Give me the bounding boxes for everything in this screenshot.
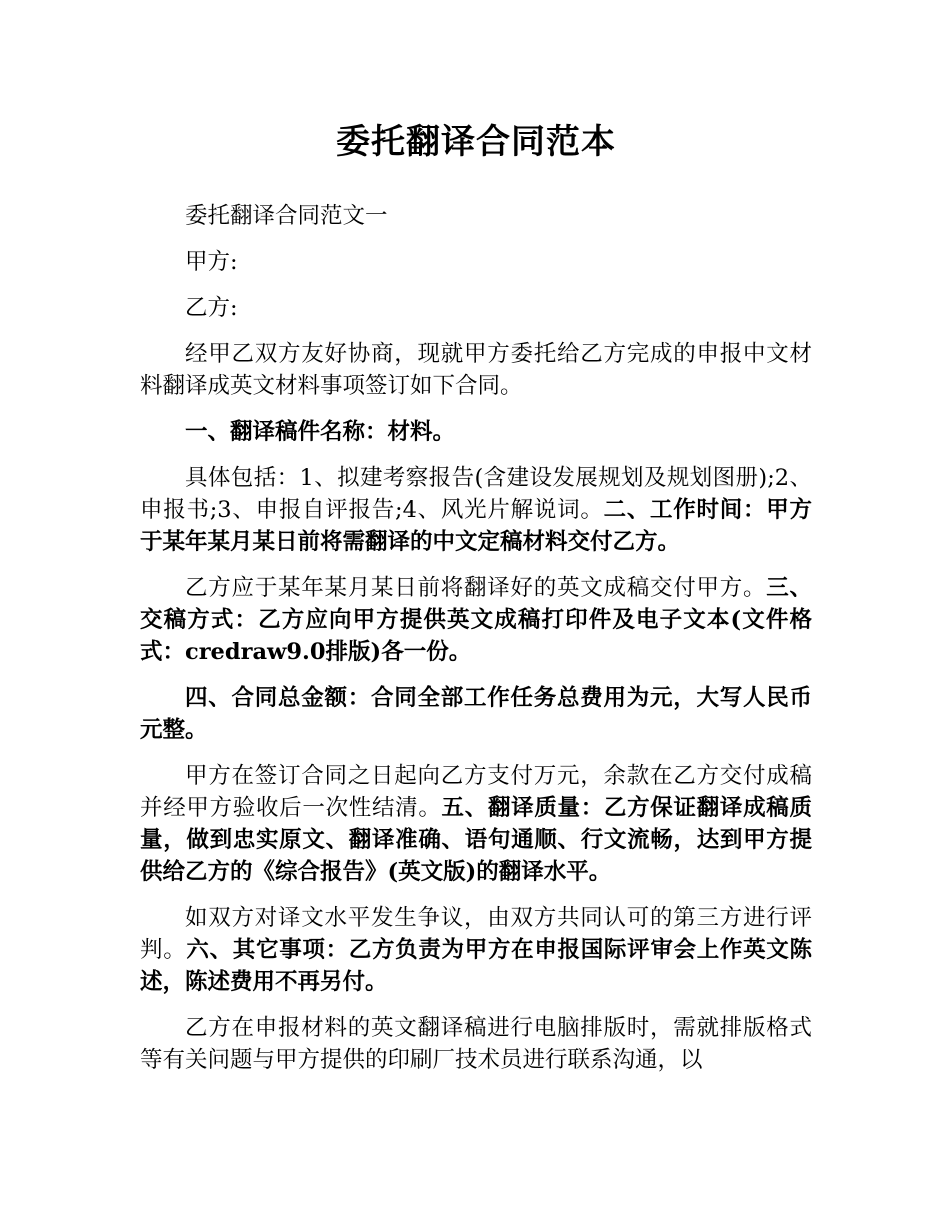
section-5-heading: 五、翻译质量：乙方保证翻译成稿质量，做到忠实原文、翻译准确、语句通顺、行文流畅，达到甲方提供给乙方的《综合报告》(英文版)的翻译水平。	[140, 795, 812, 885]
section-4-body: 甲方在签订合同之日起向乙方支付万元，余款在乙方交付成稿并经甲方验收后一次性结清。	[140, 763, 812, 821]
section-5-6-paragraph	[140, 902, 812, 998]
section-2-body: 乙方应于某年某月某日前将翻译好的英文成稿交付甲方。	[185, 575, 767, 601]
document-subtitle: 委托翻译合同范文一	[185, 203, 388, 229]
section-3-heading: 三、交稿方式：乙方应向甲方提供英文成稿打印件及电子文本(文件格式：credraw9.0排版)各一份。	[140, 575, 812, 665]
section-4-5-paragraph	[140, 760, 812, 888]
party-a-line: 甲方:	[185, 249, 238, 275]
section-2-3-paragraph	[140, 572, 812, 668]
intro-paragraph: 经甲乙双方友好协商，现就甲方委托给乙方完成的申报中文材料翻译成英文材料事项签订如下合同。	[140, 341, 812, 399]
party-b-line: 乙方:	[185, 295, 238, 321]
section-5-body: 如双方对译文水平发生争议，由双方共同认可的第三方进行评判。	[140, 905, 812, 963]
section-4-heading: 四、合同总金额：合同全部工作任务总费用为元，大写人民币元整。	[140, 685, 812, 743]
document-page	[140, 118, 812, 1090]
section-2-heading: 二、工作时间：甲方于某年某月某日前将需翻译的中文定稿材料交付乙方。	[140, 497, 812, 555]
section-1-2-paragraph	[140, 462, 812, 558]
document-title: 委托翻译合同范本	[336, 122, 616, 162]
section-1-body: 具体包括：1、拟建考察报告(含建设发展规划及规划图册);2、申报书;3、申报自评报告;4、风光片解说词。	[140, 465, 812, 523]
section-6-heading: 六、其它事项：乙方负责为甲方在申报国际评审会上作英文陈述，陈述费用不再另付。	[140, 937, 812, 995]
section-1-heading: 一、翻译稿件名称：材料。	[185, 419, 456, 445]
section-6-body: 乙方在申报材料的英文翻译稿进行电脑排版时，需就排版格式等有关问题与甲方提供的印刷厂技术员进行联系沟通，以	[140, 1015, 812, 1073]
